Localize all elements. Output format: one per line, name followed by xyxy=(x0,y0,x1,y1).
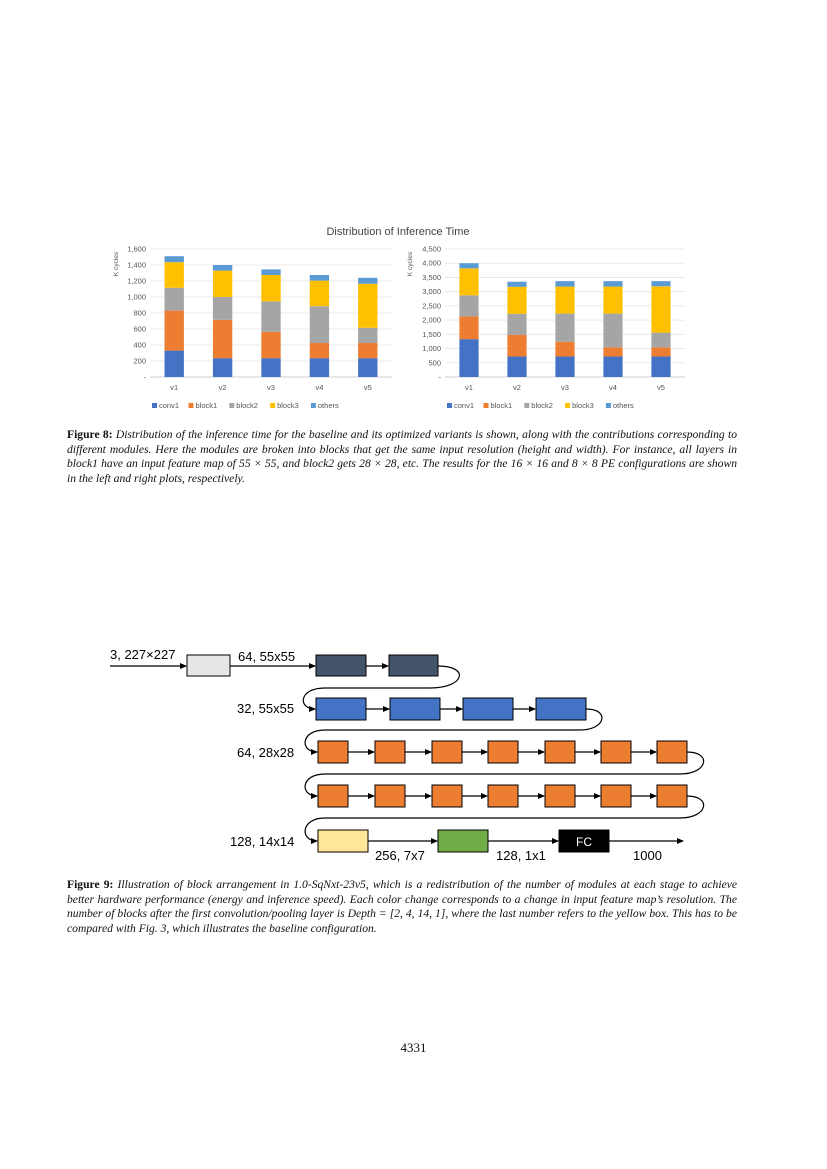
y-tick-label: 400 xyxy=(133,340,146,350)
stage4-block xyxy=(318,830,368,852)
stage1-block xyxy=(389,655,438,676)
legend-label-block1: block1 xyxy=(490,401,513,410)
stage1-block xyxy=(316,655,366,676)
page-number: 4331 xyxy=(400,1040,427,1055)
y-tick-label: 200 xyxy=(133,356,146,366)
x-tick-label: v2 xyxy=(513,383,521,392)
left-legend xyxy=(152,401,339,410)
figure-9-caption-label: Figure 9: xyxy=(67,878,114,891)
stage2-block xyxy=(316,698,366,720)
stage3-block xyxy=(488,741,518,763)
bar-segment-others-v2 xyxy=(507,282,526,287)
stage1-size-label: 64, 55x55 xyxy=(238,649,296,664)
x-tick-label: v3 xyxy=(267,383,275,392)
right-y-ticks xyxy=(422,245,441,382)
stage2-block xyxy=(536,698,586,720)
bar-segment-others-v4 xyxy=(310,275,329,281)
legend-swatch-block1 xyxy=(484,403,489,408)
fc-label: FC xyxy=(576,835,592,849)
left-chart xyxy=(113,245,392,411)
y-tick-label: 4,500 xyxy=(422,244,441,254)
figure-9-caption xyxy=(67,878,737,937)
y-tick-label: - xyxy=(438,372,441,382)
legend-swatch-conv1 xyxy=(152,403,157,408)
legend-label-others: others xyxy=(317,401,339,410)
figure-9 xyxy=(0,630,827,880)
y-tick-label: 3,500 xyxy=(422,272,441,282)
legend-swatch-block3 xyxy=(565,403,570,408)
legend-label-conv1: conv1 xyxy=(454,401,475,410)
x-tick-label: v1 xyxy=(170,383,179,392)
pool-block xyxy=(438,830,488,852)
left-x-ticks xyxy=(170,383,372,392)
figure-8-caption-text: Distribution of the inference time for the baseline and its optimized variants is shown, along with the contributions corresponding to different modules. Here the modules are broken into blocks that get the same input resolution (height and width). For instance, all layers in block1 have an input feature map of 55 × 55, and block2 gets 28 × 28, etc. The results for the 16 × 16 and 8 × 8 PE configurations are shown in the left and right plots, respectively. xyxy=(67,428,737,486)
bar-segment-conv1-v5 xyxy=(651,357,670,377)
bar-segment-block2-v2 xyxy=(507,314,526,335)
bar-segment-block2-v4 xyxy=(603,314,622,348)
x-tick-label: v5 xyxy=(657,383,665,392)
y-tick-label: 1,500 xyxy=(422,329,441,339)
legend-label-others: others xyxy=(612,401,634,410)
bar-segment-others-v1 xyxy=(165,256,184,262)
bar-segment-conv1-v4 xyxy=(310,358,329,377)
bar-segment-block3-v4 xyxy=(603,287,622,314)
pool-size-label: 256, 7x7 xyxy=(375,848,425,863)
stage3-block xyxy=(545,741,575,763)
legend-swatch-others xyxy=(311,403,316,408)
bar-segment-block1-v5 xyxy=(651,347,670,356)
bar-segment-conv1-v3 xyxy=(555,357,574,377)
stage2-size-label: 32, 55x55 xyxy=(237,701,295,716)
bar-segment-conv1-v1 xyxy=(165,351,184,377)
y-tick-label: 1,000 xyxy=(127,292,146,302)
legend-swatch-conv1 xyxy=(447,403,452,408)
left-bars xyxy=(165,256,378,377)
bar-segment-block3-v2 xyxy=(507,287,526,314)
stage3-block xyxy=(318,785,348,807)
bar-segment-conv1-v2 xyxy=(213,358,232,377)
legend-swatch-block2 xyxy=(524,403,529,408)
stage3-block xyxy=(601,741,631,763)
bar-segment-block3-v3 xyxy=(261,275,280,301)
figure-8-caption-label: Figure 8: xyxy=(67,428,113,441)
bar-segment-block1-v1 xyxy=(459,316,478,339)
legend-label-block3: block3 xyxy=(572,401,594,410)
stage3-row-2 xyxy=(318,785,687,807)
output-label: 1000 xyxy=(633,848,662,863)
chart-title: Distribution of Inference Time xyxy=(326,226,470,238)
bar-segment-others-v3 xyxy=(555,281,574,286)
stage3-block xyxy=(657,741,687,763)
legend-swatch-block3 xyxy=(270,403,275,408)
figure-8 xyxy=(0,0,827,430)
bar-segment-block3-v4 xyxy=(310,281,329,307)
bar-segment-block2-v1 xyxy=(459,295,478,316)
bar-segment-block2-v2 xyxy=(213,297,232,320)
x-tick-label: v2 xyxy=(218,383,227,392)
y-tick-label: 2,000 xyxy=(422,315,441,325)
x-tick-label: v4 xyxy=(609,383,617,392)
y-tick-label: 1,000 xyxy=(422,344,441,354)
right-legend xyxy=(447,401,634,410)
legend-swatch-block2 xyxy=(229,403,234,408)
bar-segment-block1-v3 xyxy=(261,332,280,358)
stage3-block xyxy=(432,785,462,807)
stage3-block xyxy=(488,785,518,807)
bar-segment-block1-v2 xyxy=(213,320,232,358)
bar-segment-others-v2 xyxy=(213,265,232,271)
bar-segment-block2-v5 xyxy=(358,328,377,343)
y-tick-label: 1,400 xyxy=(127,260,146,270)
bar-segment-others-v1 xyxy=(459,263,478,268)
bar-segment-conv1-v4 xyxy=(603,357,622,377)
legend-swatch-block1 xyxy=(189,403,194,408)
fc-in-label: 128, 1x1 xyxy=(496,848,546,863)
stage3-block xyxy=(657,785,687,807)
stage3-row-1 xyxy=(318,741,687,763)
bar-segment-block2-v3 xyxy=(261,301,280,331)
bar-segment-conv1-v1 xyxy=(459,339,478,377)
bar-segment-block3-v1 xyxy=(459,268,478,295)
y-axis-label: K cycles xyxy=(113,251,120,277)
left-y-ticks xyxy=(127,245,146,382)
bar-segment-block2-v4 xyxy=(310,306,329,343)
stage3-block xyxy=(375,741,405,763)
legend-label-block2: block2 xyxy=(531,401,553,410)
legend-swatch-others xyxy=(606,403,611,408)
stage3-block xyxy=(432,741,462,763)
bar-segment-block2-v5 xyxy=(651,333,670,348)
stage2-block xyxy=(463,698,513,720)
y-axis-label: K cycles xyxy=(407,251,414,277)
x-tick-label: v4 xyxy=(315,383,324,392)
bar-segment-others-v5 xyxy=(358,278,377,284)
bar-segment-others-v5 xyxy=(651,281,670,286)
bar-segment-block2-v3 xyxy=(555,314,574,342)
input-size-label: 3, 227×227 xyxy=(110,647,176,662)
y-tick-label: 800 xyxy=(133,308,146,318)
figure-9-caption-text: Illustration of block arrangement in 1.0-SqNxt-23v5, which is a redistribution of the number of modules at each stage to achieve better hardware performance (energy and inference speed). Each color change corresponds to a change in input feature map’s resolution. The number of blocks after the first convolution/pooling layer is Depth = [2, 4, 14, 1], where the last number refers to the yellow box. This has to be compared with Fig. 3, which illustrates the baseline configuration. xyxy=(67,878,738,936)
bar-segment-block1-v4 xyxy=(310,343,329,358)
stage3-block xyxy=(601,785,631,807)
y-tick-label: 2,500 xyxy=(422,301,441,311)
legend-label-conv1: conv1 xyxy=(159,401,180,410)
y-tick-label: 1,600 xyxy=(127,244,146,254)
bar-segment-block1-v3 xyxy=(555,342,574,357)
stage3-block xyxy=(545,785,575,807)
y-tick-label: - xyxy=(143,372,146,382)
stage4-size-label: 128, 14x14 xyxy=(230,834,295,849)
right-x-ticks xyxy=(465,383,665,392)
bar-segment-others-v3 xyxy=(261,269,280,275)
bar-segment-block1-v4 xyxy=(603,347,622,356)
bar-segment-block3-v3 xyxy=(555,287,574,314)
bar-segment-block2-v1 xyxy=(165,288,184,311)
y-tick-label: 1,200 xyxy=(127,276,146,286)
stage3-block xyxy=(375,785,405,807)
bar-segment-block3-v5 xyxy=(651,286,670,332)
bar-segment-others-v4 xyxy=(603,281,622,286)
bar-segment-block3-v2 xyxy=(213,271,232,297)
y-tick-label: 4,000 xyxy=(422,258,441,268)
bar-segment-conv1-v3 xyxy=(261,358,280,377)
bar-segment-block1-v1 xyxy=(165,311,184,351)
y-tick-label: 3,000 xyxy=(422,287,441,297)
bar-segment-conv1-v2 xyxy=(507,357,526,377)
bar-segment-block3-v5 xyxy=(358,284,377,328)
conv-pool-block xyxy=(187,655,230,676)
right-chart xyxy=(407,245,685,411)
y-tick-label: 500 xyxy=(428,358,441,368)
stage3-size-label: 64, 28x28 xyxy=(237,745,295,760)
bar-segment-block1-v5 xyxy=(358,343,377,358)
x-tick-label: v1 xyxy=(465,383,473,392)
x-tick-label: v3 xyxy=(561,383,569,392)
legend-label-block2: block2 xyxy=(236,401,258,410)
legend-label-block3: block3 xyxy=(277,401,299,410)
x-tick-label: v5 xyxy=(363,383,372,392)
legend-label-block1: block1 xyxy=(195,401,218,410)
figure-8-caption xyxy=(67,428,737,487)
bar-segment-conv1-v5 xyxy=(358,358,377,377)
stage3-block xyxy=(318,741,348,763)
stage2-block xyxy=(390,698,440,720)
bar-segment-block3-v1 xyxy=(165,262,184,288)
y-tick-label: 600 xyxy=(133,324,146,334)
bar-segment-block1-v2 xyxy=(507,335,526,357)
